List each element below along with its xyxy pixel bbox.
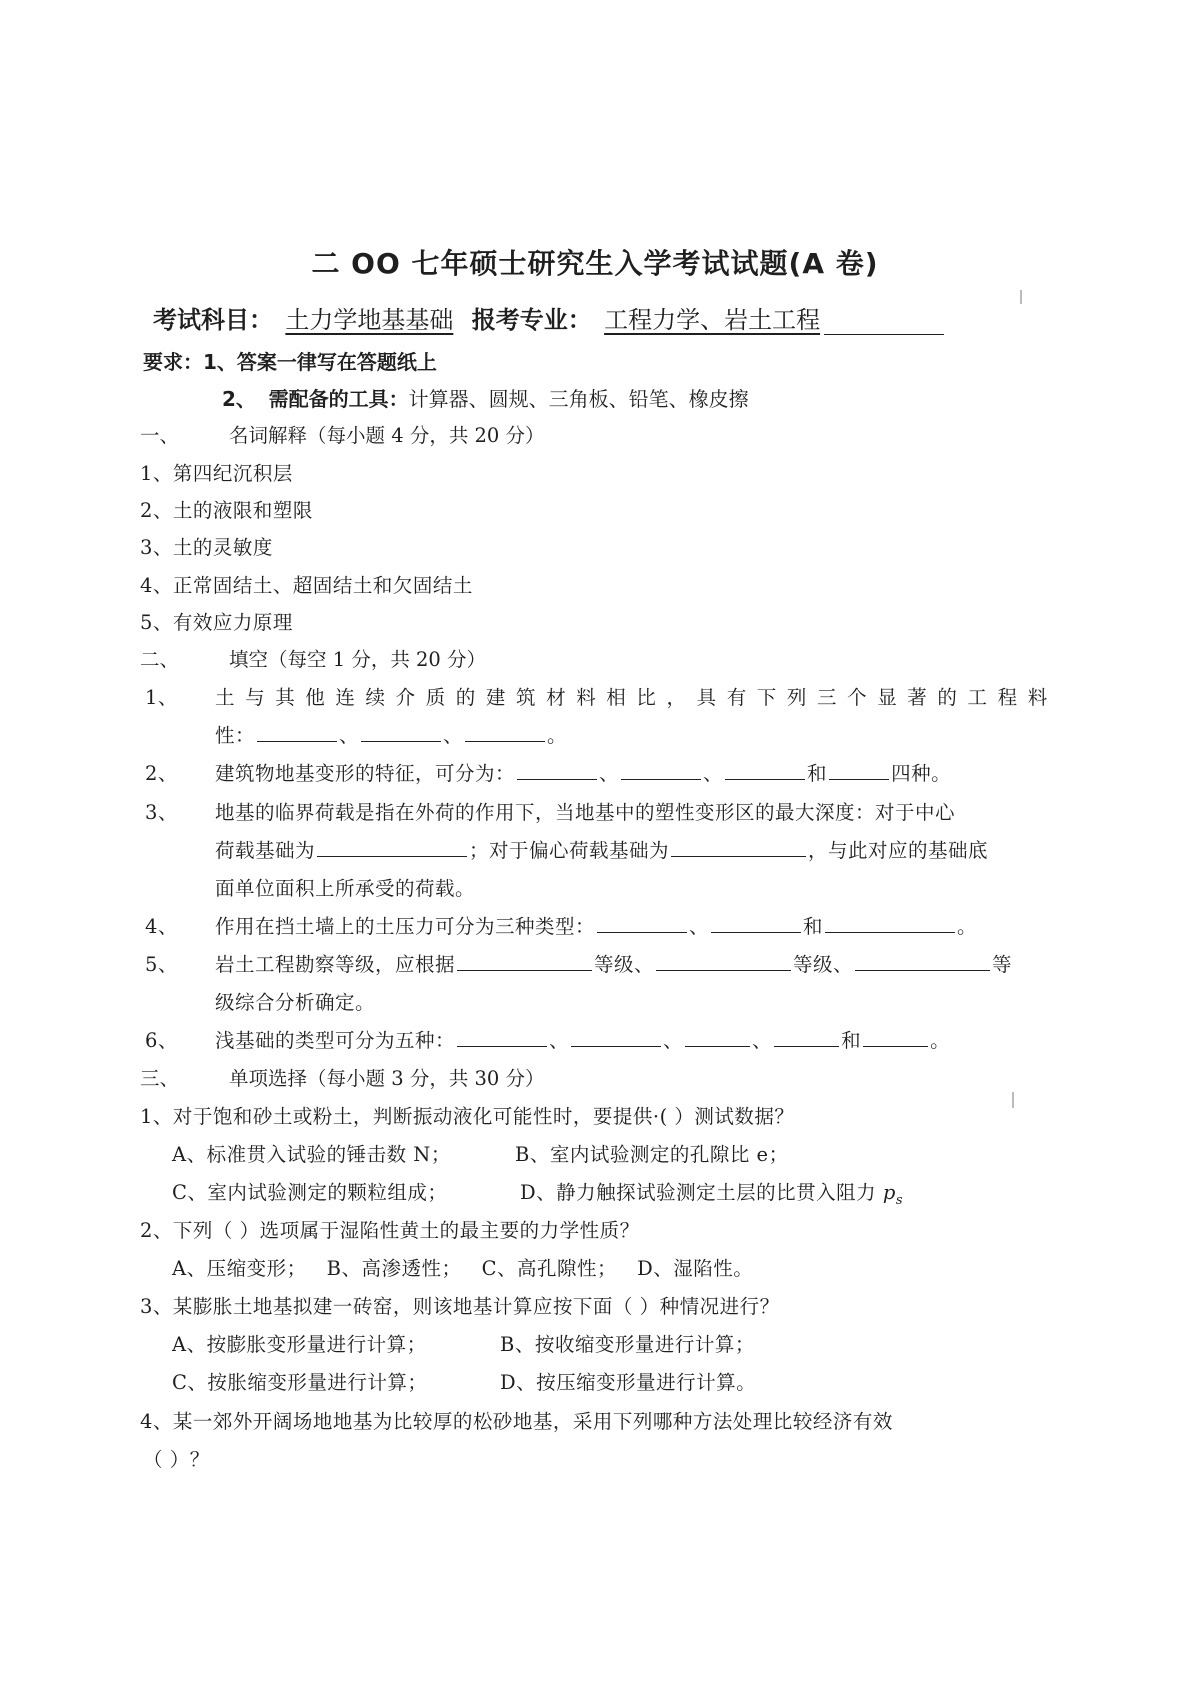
fill-blank[interactable]: [465, 721, 545, 742]
fill-blank[interactable]: [725, 759, 805, 780]
exam-title: 二 OO 七年硕士研究生入学考试试题(A 卷): [311, 247, 879, 280]
choice-q1-stem: 1、对于饱和砂土或粉土，判断振动液化可能性时，要提供·( ）测试数据？: [140, 1105, 795, 1128]
section-2-num: 二、: [140, 648, 180, 671]
fill-blank[interactable]: [457, 950, 592, 971]
fill-q2: 2、 建筑物地基变形的特征，可分为： 、 、 和 四种。: [145, 758, 951, 786]
fill-q1-line2: 性： 、 、 。: [215, 720, 567, 748]
fill-blank[interactable]: [361, 721, 441, 742]
requirements-line2: [222, 383, 749, 412]
fill-blank[interactable]: [621, 759, 701, 780]
list-item: 4、正常固结土、超固结土和欠固结土: [140, 574, 473, 597]
choice-q3-option-a: A、按膨胀变形量进行计算；: [172, 1333, 427, 1356]
fill-blank[interactable]: [671, 836, 806, 857]
fill-q1-line1: 1、 土与其他连续介质的建筑材料相比，具有下列三个显著的工程料: [145, 686, 1058, 709]
fill-q5-line1: 5、 岩土工程勘察等级，应根据 等级、 等级、 等: [145, 949, 1012, 977]
section-2-title: 填空（每空 1 分，共 20 分）: [229, 648, 487, 671]
fill-q3-line3: 面单位面积上所承受的荷载。: [215, 877, 476, 900]
major-underline: [824, 312, 944, 335]
scan-mark: [1020, 290, 1022, 304]
requirement-2-num: 2、: [222, 387, 256, 411]
fill-blank[interactable]: [774, 1026, 839, 1047]
list-item: 5、有效应力原理: [140, 611, 293, 634]
fill-q6: 6、 浅基础的类型可分为五种： 、 、 、 和 。: [145, 1025, 950, 1053]
fill-blank[interactable]: [711, 912, 801, 933]
list-item: 1、第四纪沉积层: [140, 462, 293, 485]
fill-blank[interactable]: [571, 1026, 661, 1047]
choice-q3-option-c: C、按胀缩变形量进行计算；: [172, 1371, 428, 1394]
choice-q3-option-b: B、按收缩变形量进行计算；: [500, 1333, 755, 1356]
choice-q1-option-b: B、室内试验测定的孔隙比 e；: [515, 1143, 789, 1166]
section-3-num: 三、: [140, 1067, 180, 1090]
fill-blank[interactable]: [855, 950, 990, 971]
list-item: 3、土的灵敏度: [140, 536, 273, 559]
section-1-title: 名词解释（每小题 4 分，共 20 分）: [229, 424, 545, 447]
fill-blank[interactable]: [257, 721, 337, 742]
choice-q2-stem: 2、下列（ ）选项属于湿陷性黄土的最主要的力学性质？: [140, 1219, 640, 1242]
fill-q1-text: 土与其他连续介质的建筑材料相比，具有下列三个显著的工程料: [215, 686, 1058, 709]
major-value: 工程力学、岩土工程: [604, 306, 821, 334]
fill-blank[interactable]: [457, 1026, 547, 1047]
requirement-1: 1、答案一律写在答题纸上: [203, 350, 437, 374]
fill-blank[interactable]: [597, 912, 687, 933]
section-1-heading: [140, 420, 545, 448]
choice-q3-option-d: D、按压缩变形量进行计算。: [500, 1371, 757, 1394]
list-item: 2、土的液限和塑限: [140, 499, 313, 522]
fill-blank[interactable]: [829, 759, 889, 780]
section-3-heading: [140, 1063, 545, 1091]
requirements-line1: [143, 346, 437, 375]
requirements-label: 要求：: [143, 350, 203, 374]
choice-q3-stem: 3、某膨胀土地基拟建一砖窑，则该地基计算应按下面（ ）种情况进行？: [140, 1295, 780, 1318]
major-label: 报考专业：: [471, 306, 592, 334]
scan-mark: [1012, 1092, 1014, 1108]
fill-q4: 4、 作用在挡土墙上的土压力可分为三种类型： 、 和 。: [145, 911, 977, 939]
choice-q1-option-a: A、标准贯入试验的锤击数 N；: [172, 1143, 451, 1166]
fill-blank[interactable]: [517, 759, 597, 780]
exam-header: [153, 300, 944, 335]
fill-q3-line1: 3、 地基的临界荷载是指在外荷的作用下，当地基中的塑性变形区的最大深度：对于中心: [145, 801, 956, 824]
choice-q4-stem-2: （ ）？: [143, 1448, 210, 1471]
ps-symbol: $p_s$: [882, 1181, 903, 1208]
choice-q1-option-c: C、室内试验测定的颗粒组成；: [172, 1181, 448, 1204]
fill-blank[interactable]: [863, 1026, 928, 1047]
choice-q1-option-d: D、静力触探试验测定土层的比贯入阻力 $p_s$: [520, 1181, 903, 1208]
choice-q4-stem: 4、某一郊外开阔场地地基为比较厚的松砂地基，采用下列哪种方法处理比较经济有效: [140, 1410, 893, 1433]
section-1-num: 一、: [140, 424, 180, 447]
fill-blank[interactable]: [317, 836, 467, 857]
subject-label: 考试科目：: [153, 306, 273, 334]
subject-value: 土力学地基基础: [285, 306, 454, 334]
fill-q3-line2: 荷载基础为 ；对于偏心荷载基础为 ，与此对应的基础底: [215, 835, 988, 863]
fill-blank[interactable]: [685, 1026, 750, 1047]
section-2-heading: [140, 644, 486, 672]
choice-q2-options: A、压缩变形； B、高渗透性； C、高孔隙性； D、湿陷性。: [172, 1257, 754, 1280]
fill-blank[interactable]: [825, 912, 955, 933]
section-3-title: 单项选择（每小题 3 分，共 30 分）: [229, 1067, 545, 1090]
requirement-2-label: 需配备的工具：: [268, 387, 409, 411]
fill-q5-line2: 级综合分析确定。: [215, 991, 376, 1014]
fill-blank[interactable]: [656, 950, 791, 971]
requirement-2-text: 计算器、圆规、三角板、铅笔、橡皮擦: [408, 387, 749, 411]
